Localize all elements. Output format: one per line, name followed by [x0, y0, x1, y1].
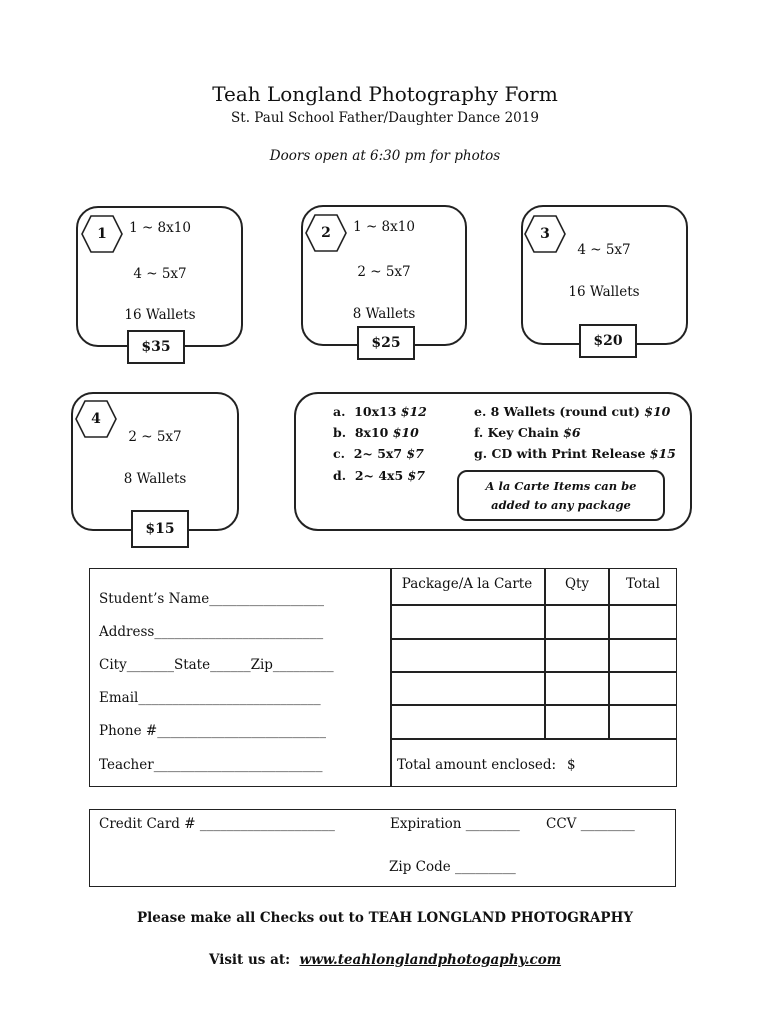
phone-field[interactable]: Phone #_________________________ — [99, 723, 326, 739]
city-state-zip-field[interactable]: City_______State______Zip_________ — [99, 657, 334, 673]
a-la-carte-item-d: d. 2~ 4x5 $7 — [333, 468, 425, 483]
package-1-price: $35 — [127, 330, 185, 364]
column-qty: Qty — [564, 576, 590, 592]
package-3-number: 3 — [540, 226, 550, 242]
doors-note: Doors open at 6:30 pm for photos — [269, 148, 501, 164]
form-divider — [390, 568, 392, 787]
student-name-field[interactable]: Student’s Name_________________ — [99, 591, 325, 607]
credit-card-field[interactable]: Credit Card # ____________________ — [99, 816, 335, 832]
visit-prefix: Visit us at: — [208, 952, 291, 968]
form-title: Teah Longland Photography Form — [212, 82, 558, 106]
total-amount-label: Total amount enclosed: — [397, 757, 557, 773]
a-la-carte-item-b: b. 8x10 $10 — [333, 425, 419, 440]
package-2-badge — [305, 214, 347, 252]
package-3-line-1: 4 ~ 5x7 — [577, 242, 631, 258]
package-1-line-3: 16 Wallets — [124, 307, 196, 323]
package-1-line-1: 1 ~ 8x10 — [129, 220, 191, 236]
package-3-price: $20 — [579, 324, 637, 358]
event-subtitle: St. Paul School Father/Daughter Dance 2019 — [231, 110, 539, 126]
package-2-line-3: 8 Wallets — [352, 306, 416, 322]
package-4-line-2: 8 Wallets — [123, 471, 187, 487]
column-package: Package/A la Carte — [401, 576, 533, 592]
a-la-carte-note: A la Carte Items can be added to any package — [457, 470, 665, 521]
package-1-line-2: 4 ~ 5x7 — [133, 266, 187, 282]
package-3-badge — [524, 215, 566, 253]
checks-note: Please make all Checks out to TEAH LONGLAND PHOTOGRAPHY — [137, 910, 633, 926]
package-2-price: $25 — [357, 326, 415, 360]
a-la-carte-item-c: c. 2~ 5x7 $7 — [333, 446, 424, 461]
address-field[interactable]: Address_________________________ — [99, 624, 324, 640]
package-4-number: 4 — [91, 411, 101, 427]
total-amount-field[interactable]: $ — [567, 757, 576, 773]
website-link[interactable]: www.teahlonglandphotogaphy.com — [299, 952, 562, 968]
package-2-line-2: 2 ~ 5x7 — [357, 264, 411, 280]
teacher-field[interactable]: Teacher_________________________ — [99, 757, 323, 773]
expiration-field[interactable]: Expiration ________ — [390, 816, 520, 832]
column-total: Total — [626, 576, 660, 592]
a-la-carte-item-f: f. Key Chain $6 — [474, 425, 581, 440]
a-la-carte-item-g: g. CD with Print Release $15 — [474, 446, 676, 461]
visit-line — [0, 952, 770, 968]
email-field[interactable]: Email___________________________ — [99, 690, 321, 706]
package-2-line-1: 1 ~ 8x10 — [353, 219, 415, 235]
a-la-carte-item-a: a. 10x13 $12 — [333, 404, 427, 419]
package-4-price: $15 — [131, 510, 189, 548]
ccv-field[interactable]: CCV ________ — [546, 816, 635, 832]
package-4-line-1: 2 ~ 5x7 — [128, 429, 182, 445]
package-2-number: 2 — [321, 225, 331, 241]
package-1-number: 1 — [97, 226, 107, 242]
zip-code-field[interactable]: Zip Code _________ — [389, 859, 516, 875]
package-1-badge — [81, 215, 123, 253]
a-la-carte-item-e: e. 8 Wallets (round cut) $10 — [474, 404, 671, 419]
package-3-line-2: 16 Wallets — [568, 284, 640, 300]
